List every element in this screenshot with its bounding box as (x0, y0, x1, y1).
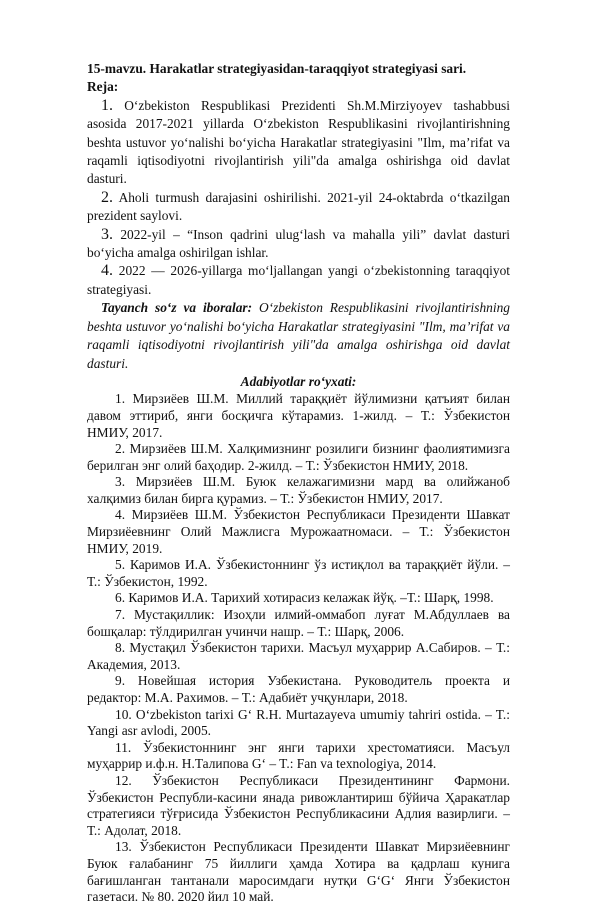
reference-item: 8. Мустақил Ўзбекистон тарихи. Масъул муҳаррир А.Сабиров. – Т.: Академия, 2013. (87, 640, 510, 672)
plan-item-number: 2. (101, 188, 113, 206)
reference-item: 5. Каримов И.А. Ўзбекистоннинг ўз истиқлол ва тараққиёт йўли. – Т.: Ўзбекистон, 1992. (87, 557, 510, 589)
reference-item: 12. Ўзбекистон Республикаси Президентининг Фармони. Ўзбекистон Республи-касини янада ривожлантириш бўйича Ҳаракатлар стратегияси тўғрисида Ўзбекистон Республикасини Адлия вазирлиги. – Т.: Адолат, 2018. (87, 772, 510, 838)
plan-item-text: Aholi turmush darajasini oshirilishi. 2021-yil 24-oktabrda o‘tkazilgan prezident saylovi. (87, 189, 510, 224)
plan-item-text: 2022-yil – “Inson qadrini ulug‘lash va mahalla yili” davlat dasturi bo‘yicha amalga oshirilgan ishlar. (87, 226, 510, 261)
reference-item: 6. Каримов И.А. Тарихий хотирасиз келажак йўқ. –Т.: Шарқ, 1998. (115, 590, 494, 606)
plan-item-text: O‘zbekiston Respublikasi Prezidenti Sh.M.Mirziyoyev tashabbusi asosida 2017-2021 yillarda O‘zbekiston Respublikasini rivojlantirishning beshta ustuvor yo‘nalishi bo‘yicha Harakatlar strategiyasini "Ilm, ma’rifat va raqamli iqtisodiyotni rivojlantirish yili"da amalga oshirishga oid davlat dasturi. (87, 97, 510, 187)
plan-item-number: 4. (101, 262, 113, 280)
references-list (87, 391, 510, 905)
plan-label: Reja: (87, 79, 119, 95)
reference-item: 9. Новейшая история Узбекистана. Руководитель проекта и редактор: М.А. Рахимов. – Т.: Адабиёт учқунлари, 2018. (87, 673, 510, 705)
reference-item: 7. Мустақиллик: Изоҳли илмий-оммабоп луғат М.Абдуллаев ва бошқалар: тўлдирилган учинчи нашр. – Т.: Шарқ, 2006. (87, 607, 510, 639)
reference-item: 4. Мирзиёев Ш.М. Ўзбекистон Республикаси Президенти Шавкат Мирзиёевнинг Олий Мажлисга Мурожаатномаси. – Т.: Ўзбекистон НМИУ, 2019. (87, 507, 510, 556)
plan-item (87, 226, 510, 263)
plan-list (87, 97, 510, 299)
plan-item-number: 1. (101, 96, 113, 114)
reference-item: 2. Мирзиёев Ш.М. Халқимизнинг розилиги бизнинг фаолиятимизга берилган энг олий баҳодир. 2-жилд. – Т.: Ўзбекистон НМИУ, 2018. (87, 441, 510, 473)
keywords-paragraph (87, 299, 510, 373)
plan-item-number: 3. (101, 225, 113, 243)
reference-item: 1. Мирзиёев Ш.М. Миллий тараққиёт йўлимизни қатъият билан давом эттириб, янги босқичга кўтарамиз. 1-жилд. – Т.: Ўзбекистон НМИУ, 2017. (87, 391, 510, 440)
page-title: 15-mavzu. Harakatlar strategiyasidan-taraqqiyot strategiyasi sari. (87, 61, 467, 76)
keywords-label: Tayanch so‘z va iboralar: (101, 300, 253, 316)
references-heading: Adabiyotlar ro‘yxati: (240, 373, 357, 389)
reference-item: 11. Ўзбекистоннинг энг янги тарихи хрестоматияси. Масъул муҳаррир и.ф.н. Н.Талипова G‘ – T.: Fan va texnologiya, 2014. (87, 739, 510, 772)
reference-item: 3. Мирзиёев Ш.М. Буюк келажагимизни мард ва олийжаноб халқимиз билан бирга қурамиз. – Т.: Ўзбекистон НМИУ, 2017. (87, 474, 510, 506)
plan-item (87, 189, 510, 226)
plan-item-text: 2022 — 2026-yillarga mo‘ljallangan yangi o‘zbekistonning taraqqiyot strategiyasi. (87, 263, 510, 297)
reference-item: 13. Ўзбекистон Республикаси Президенти Шавкат Мирзиёевнинг Буюк ғалабанинг 75 йиллиги ҳамда Хотира ва қадрлаш кунига бағишланган тантанали маросимдаги нутқи G‘G‘ Янги Ўзбекистон газетаси. № 80. 2020 йил 10 май. (87, 839, 510, 905)
document-page (87, 60, 510, 906)
keywords-text: O‘zbekiston Respublikasini rivojlantirishning beshta ustuvor yo‘nalishi bo‘yicha Harakatlar strategiyasini "Ilm, ma’rifat va raqamli iqtisodiyotni rivojlantirish yili"da amalga oshirishga oid davlat dasturi. (87, 300, 510, 371)
plan-item (87, 262, 510, 299)
reference-item: 10. O‘zbekiston tarixi G‘ R.H. Murtazayeva umumiy tahriri ostida. – T.: Yangi asr avlodi, 2005. (87, 706, 510, 739)
plan-item (87, 97, 510, 189)
